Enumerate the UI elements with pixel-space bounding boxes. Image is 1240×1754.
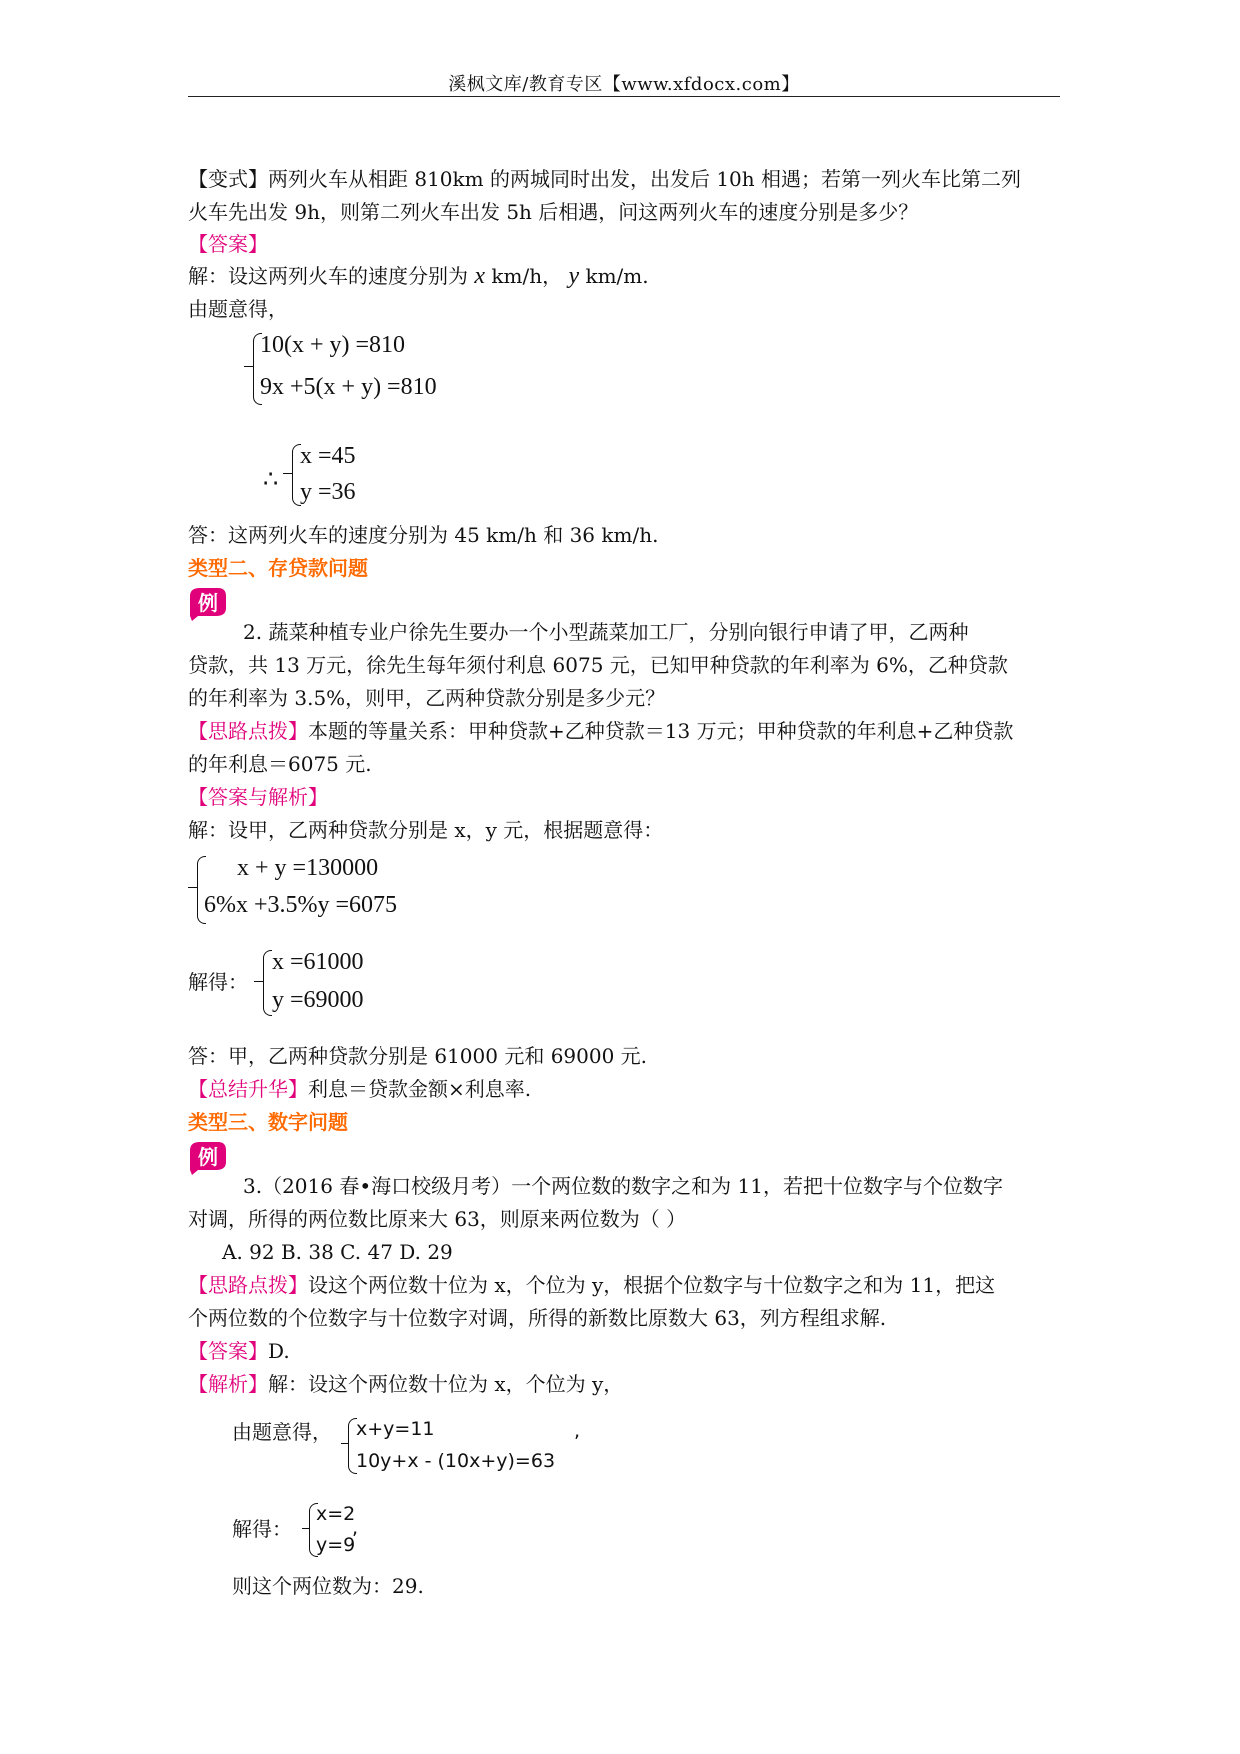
badge-text-2: 例 <box>198 591 218 615</box>
q2-line-2: 贷款，共 13 万元，徐先生每年须付利息 6075 元，已知甲种贷款的年利率为 6%，乙种贷款 <box>188 653 1008 677</box>
res1-2: y =36 <box>300 479 356 505</box>
res3-comma: , <box>352 1517 359 1539</box>
variant-line-2: 火车先出发 9h，则第二列火车出发 5h 后相遇，问这两列火车的速度分别是多少？ <box>188 200 919 224</box>
by-meaning-1: 由题意得， <box>188 297 288 321</box>
section-heading-2: 类型二、存贷款问题 <box>188 556 368 580</box>
solution-line <box>188 264 649 288</box>
res1-1: x =45 <box>300 443 356 469</box>
res2-1: x =61000 <box>272 949 364 975</box>
eq1-1: 10(x + y) =810 <box>260 332 406 358</box>
hint-line-3a <box>188 1273 995 1297</box>
solve-label-3: 解得： <box>232 1517 292 1541</box>
solve-label-2: 解得： <box>188 970 248 994</box>
solution-line-2: 解：设甲，乙两种贷款分别是 x，y 元，根据题意得： <box>188 818 664 842</box>
variant-line-1 <box>188 167 1021 191</box>
res2-2: y =69000 <box>272 987 364 1013</box>
summary-text-2: 利息＝贷款金额×利息率. <box>308 1077 532 1101</box>
hint-line-3b: 个两位数的个位数字与十位数字对调，所得的新数比原数大 63，列方程组求解. <box>188 1306 887 1330</box>
section-heading-3: 类型三、数字问题 <box>188 1110 348 1134</box>
summary-tag-2: 【总结升华】 <box>188 1077 308 1101</box>
answer-line-3 <box>188 1339 290 1363</box>
answer-analysis-tag-2: 【答案与解析】 <box>188 785 328 809</box>
sol-prefix: 解：设这两列火车的速度分别为 <box>188 264 468 288</box>
final-answer-3: 则这个两位数为：29. <box>232 1574 424 1598</box>
eq3-2: 10y+x - (10x+y)=63 <box>356 1450 556 1472</box>
q2-line-1: 2. 蔬菜种植专业户徐先生要办一个小型蔬菜加工厂，分别向银行申请了甲，乙两种 <box>243 620 969 644</box>
answer-tag: 【答案】 <box>188 232 268 256</box>
sol-suffix: km/m. <box>585 264 649 288</box>
analysis-text-3: 解：设这个两位数十位为 x，个位为 y， <box>268 1372 624 1396</box>
hint-tag-2: 【思路点拨】 <box>188 719 308 743</box>
eq2-1: x + y =130000 <box>237 855 379 881</box>
variant-tag: 【变式】 <box>188 167 268 191</box>
answer-tag-3: 【答案】 <box>188 1339 268 1363</box>
eq1-2: 9x +5(x + y) =810 <box>260 374 437 400</box>
hint-text-2a: 本题的等量关系：甲种贷款+乙种贷款＝13 万元；甲种贷款的年利息+乙种贷款 <box>308 719 1014 743</box>
by-meaning-3: 由题意得， <box>232 1420 332 1444</box>
eq3-comma: , <box>574 1420 581 1442</box>
conclusion-2: 答：甲，乙两种贷款分别是 61000 元和 69000 元. <box>188 1044 648 1068</box>
q3-line-2: 对调，所得的两位数比原来大 63，则原来两位数为（ ） <box>188 1207 687 1231</box>
example-badge-2 <box>188 586 226 618</box>
header-divider <box>188 96 1060 97</box>
badge-text-3: 例 <box>198 1145 218 1169</box>
sol-x: x <box>474 263 486 289</box>
eq2-2: 6%x +3.5%y =6075 <box>204 892 398 918</box>
hint-tag-3: 【思路点拨】 <box>188 1273 308 1297</box>
q3-options: A. 92 B. 38 C. 47 D. 29 <box>222 1240 453 1264</box>
hint-line-2a <box>188 719 1013 743</box>
sol-y: y <box>568 263 580 289</box>
therefore-symbol: ∴ <box>263 467 279 493</box>
sol-mid: km/h， <box>491 264 563 288</box>
variant-text-1: 两列火车从相距 810km 的两城同时出发，出发后 10h 相遇；若第一列火车比第二列 <box>268 167 1022 191</box>
res3-1: x=2 <box>316 1503 356 1525</box>
eq3-1: x+y=11 <box>356 1418 435 1440</box>
analysis-line-3 <box>188 1372 623 1396</box>
hint-text-3a: 设这个两位数十位为 x，个位为 y，根据个位数字与十位数字之和为 11，把这 <box>308 1273 996 1297</box>
page-header: 溪枫文库/教育专区【www.xfdocx.com】 <box>448 74 800 95</box>
hint-line-2b: 的年利息＝6075 元. <box>188 752 372 776</box>
conclusion-1: 答：这两列火车的速度分别为 45 km/h 和 36 km/h. <box>188 523 659 547</box>
example-badge-3 <box>188 1140 226 1172</box>
q3-line-1: 3.（2016 春•海口校级月考）一个两位数的数字之和为 11，若把十位数字与个位数字 <box>243 1174 1003 1198</box>
analysis-tag-3: 【解析】 <box>188 1372 268 1396</box>
q2-line-3: 的年利率为 3.5%，则甲，乙两种贷款分别是多少元？ <box>188 686 666 710</box>
answer-text-3: D. <box>268 1339 290 1363</box>
res3-2: y=9 <box>316 1534 356 1556</box>
summary-line-2 <box>188 1077 531 1101</box>
